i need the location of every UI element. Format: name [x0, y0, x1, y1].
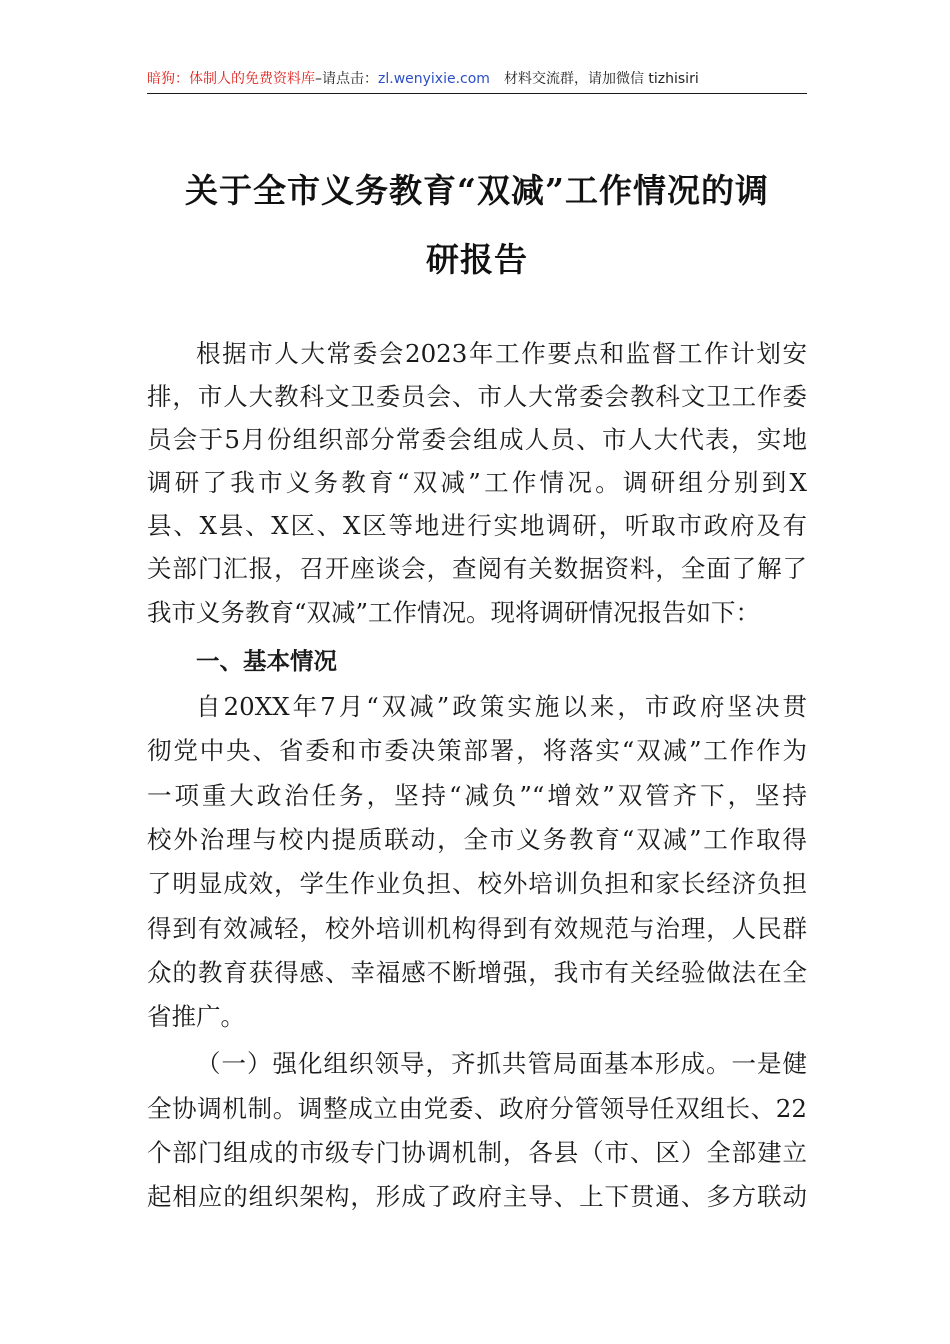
paragraph-line: 个部门组成的市级专门协调机制，各县（市、区）全部建立: [147, 1138, 807, 1167]
paragraph-line: 关部门汇报，召开座谈会，查阅有关数据资料，全面了解了: [147, 554, 807, 583]
paragraph-line: 一项重大政治任务，坚持“减负”“增效”双管齐下，坚持: [147, 781, 807, 810]
paragraph-line: 彻党中央、省委和市委决策部署，将落实“双减”工作作为: [147, 736, 807, 765]
paragraph-line: 得到有效减轻，校外培训机构得到有效规范与治理，人民群: [147, 914, 807, 943]
paragraph-line: 众的教育获得感、幸福感不断增强，我市有关经验做法在全: [147, 958, 807, 987]
paragraph-line: （一）强化组织领导，齐抓共管局面基本形成。一是健: [196, 1049, 807, 1078]
section-heading: 一、基本情况: [196, 647, 337, 675]
header-url-link[interactable]: zl.wenyixie.com: [378, 71, 490, 87]
header-group-text: 材料交流群，请加微信 tizhisiri: [503, 71, 699, 87]
document-title-line-2: 研报告: [426, 240, 528, 279]
paragraph-line: 排，市人大教科文卫委员会、市人大常委会教科文卫工作委: [147, 382, 807, 411]
document-title-line-1: 关于全市义务教育“双减”工作情况的调: [185, 171, 769, 210]
paragraph-line: 根据市人大常委会2023年工作要点和监督工作计划安: [196, 339, 807, 368]
page-header: [147, 68, 805, 92]
paragraph-line: 调研了我市义务教育“双减”工作情况。调研组分别到X: [147, 468, 807, 497]
paragraph-line: 全协调机制。调整成立由党委、政府分管领导任双组长、22: [147, 1094, 807, 1123]
paragraph-line: 我市义务教育“双减”工作情况。现将调研情况报告如下：: [147, 598, 761, 627]
header-click-text: –请点击：: [315, 71, 378, 87]
header-divider: [147, 93, 807, 94]
paragraph-line: 校外治理与校内提质联动，全市义务教育“双减”工作取得: [147, 825, 807, 854]
paragraph-line: 员会于5月份组织部分常委会组成人员、市人大代表，实地: [147, 425, 807, 454]
header-site-name: 暗狗：体制人的免费资料库: [147, 71, 315, 87]
paragraph-line: 自20XX年7月“双减”政策实施以来，市政府坚决贯: [196, 692, 807, 721]
paragraph-line: 县、X县、X区、X区等地进行实地调研，听取市政府及有: [147, 511, 807, 540]
paragraph-line: 了明显成效，学生作业负担、校外培训负担和家长经济负担: [147, 869, 807, 898]
paragraph-line: 起相应的组织架构，形成了政府主导、上下贯通、多方联动: [147, 1182, 807, 1211]
paragraph-line: 省推广。: [147, 1002, 245, 1031]
